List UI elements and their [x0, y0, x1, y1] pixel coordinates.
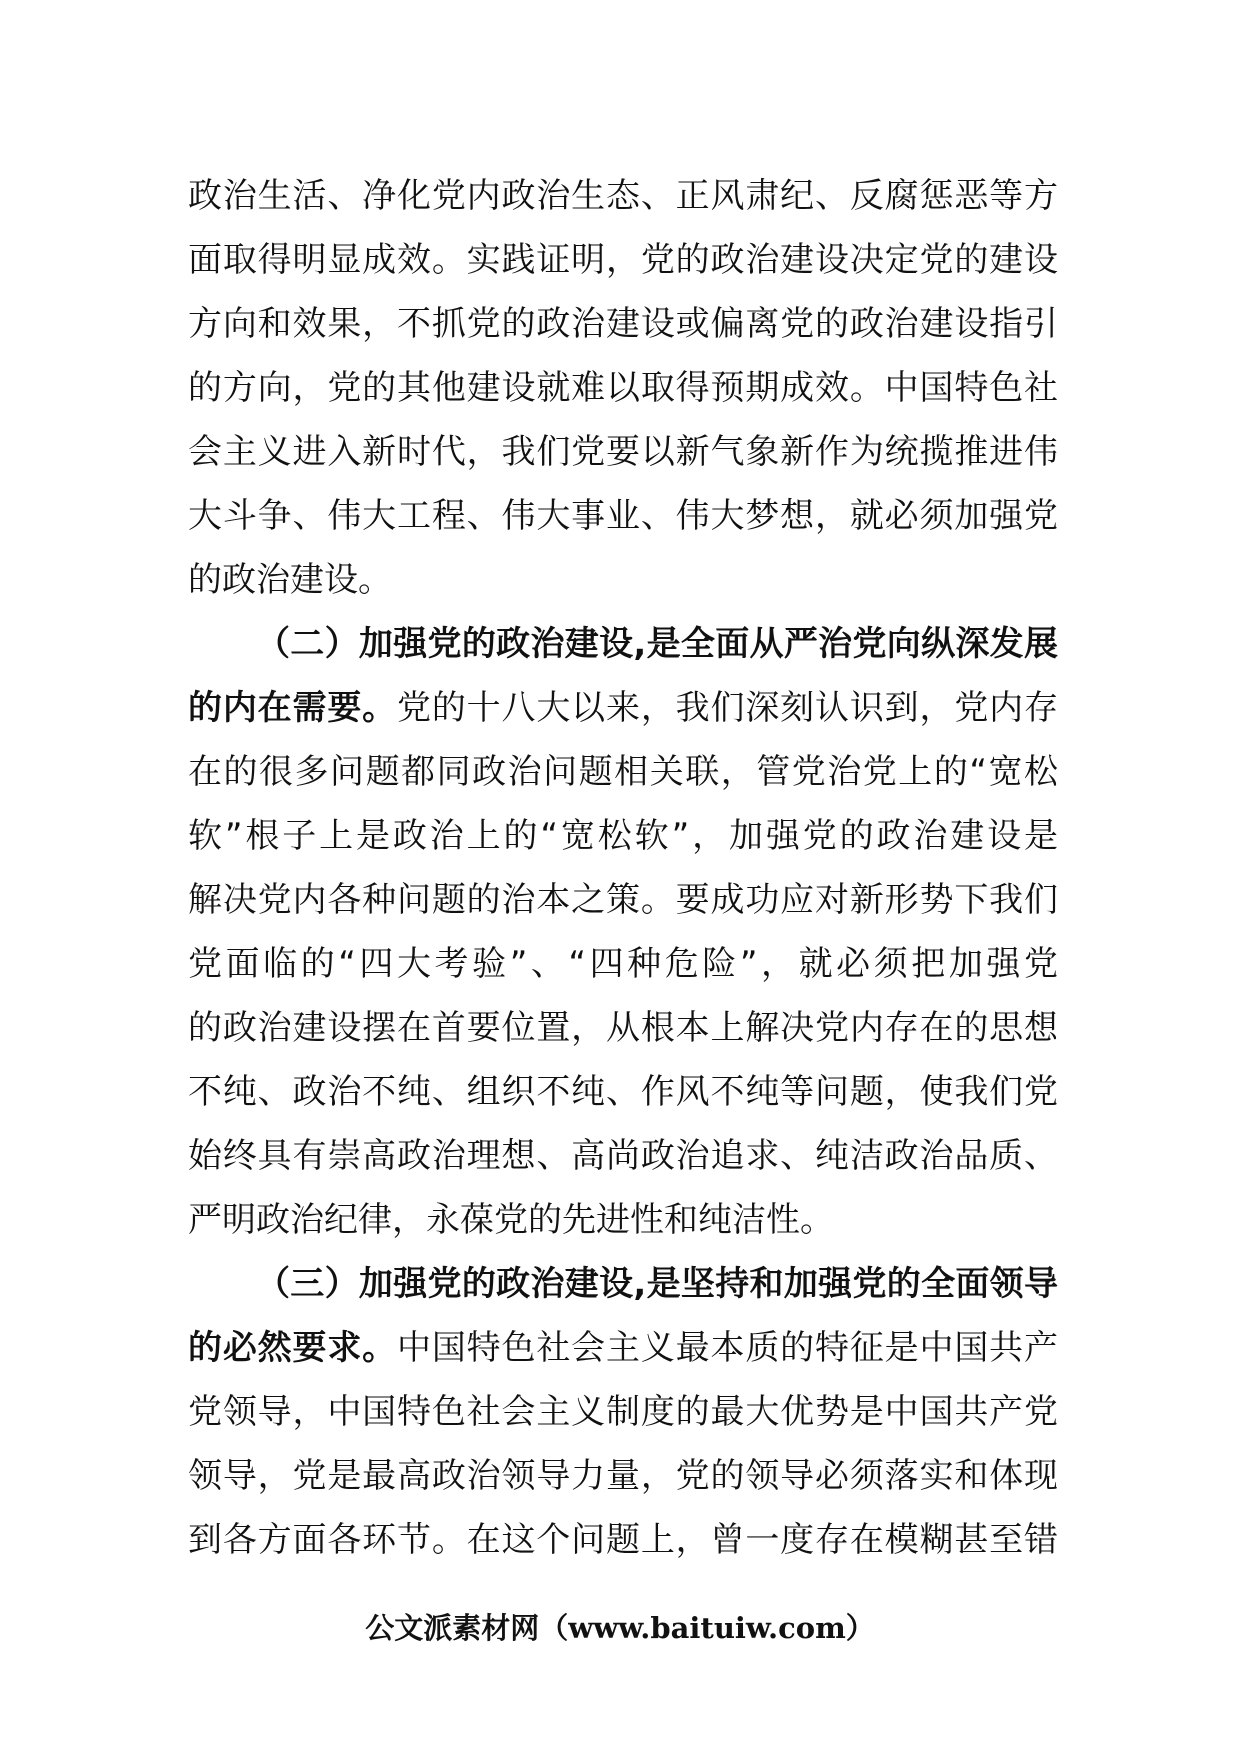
body-line: 到各方面各环节。在这个问题上，曾一度存在模糊甚至错: [188, 1520, 1058, 1560]
page-footer: [0, 1608, 1240, 1648]
body-line: 不纯、政治不纯、组织不纯、作风不纯等问题，使我们党: [188, 1072, 1058, 1112]
body-line: 党面临的“四大考验”、“四种危险”，就必须把加强党: [188, 944, 1058, 984]
body-line: 领导，党是最高政治领导力量，党的领导必须落实和体现: [188, 1456, 1058, 1496]
body-line: 的政治建设摆在首要位置，从根本上解决党内存在的思想: [188, 1008, 1058, 1048]
section-heading: （二）加强党的政治建设,是全面从严治党向纵深发展: [256, 624, 1058, 664]
body-line: [188, 676, 1058, 740]
section-heading-end: 的内在需要。: [188, 688, 397, 728]
body-line: 始终具有崇高政治理想、高尚政治追求、纯洁政治品质、: [188, 1136, 1058, 1176]
body-line: [188, 1316, 1058, 1380]
body-line: 会主义进入新时代，我们党要以新气象新作为统揽推进伟: [188, 432, 1058, 472]
section-heading-end: 的必然要求。: [188, 1328, 397, 1368]
footer-site-name: 公文派素材网: [365, 1611, 540, 1645]
body-line: 政治生活、净化党内政治生态、正风肃纪、反腐惩恶等方: [188, 176, 1058, 216]
body-line: 面取得明显成效。实践证明，党的政治建设决定党的建设: [188, 240, 1058, 280]
body-line-rest: 中国特色社会主义最本质的特征是中国共产: [397, 1328, 1058, 1368]
section-heading: （三）加强党的政治建设,是坚持和加强党的全面领导: [256, 1264, 1058, 1304]
body-line: 解决党内各种问题的治本之策。要成功应对新形势下我们: [188, 880, 1058, 920]
body-line-rest: 党的十八大以来，我们深刻认识到，党内存: [397, 688, 1058, 728]
body-line: 大斗争、伟大工程、伟大事业、伟大梦想，就必须加强党: [188, 496, 1058, 536]
body-line: 方向和效果，不抓党的政治建设或偏离党的政治建设指引: [188, 304, 1058, 344]
body-line: 软”根子上是政治上的“宽松软”，加强党的政治建设是: [188, 816, 1058, 856]
footer-url: （www.baituiw.com）: [539, 1611, 875, 1645]
body-line: 严明政治纪律，永葆党的先进性和纯洁性。: [188, 1200, 834, 1240]
body-line: 的方向，党的其他建设就难以取得预期成效。中国特色社: [188, 368, 1058, 408]
body-line: 党领导，中国特色社会主义制度的最大优势是中国共产党: [188, 1392, 1058, 1432]
body-line: 的政治建设。: [188, 560, 392, 600]
body-line: 在的很多问题都同政治问题相关联，管党治党上的“宽松: [188, 752, 1058, 792]
document-body: [188, 164, 1058, 1572]
